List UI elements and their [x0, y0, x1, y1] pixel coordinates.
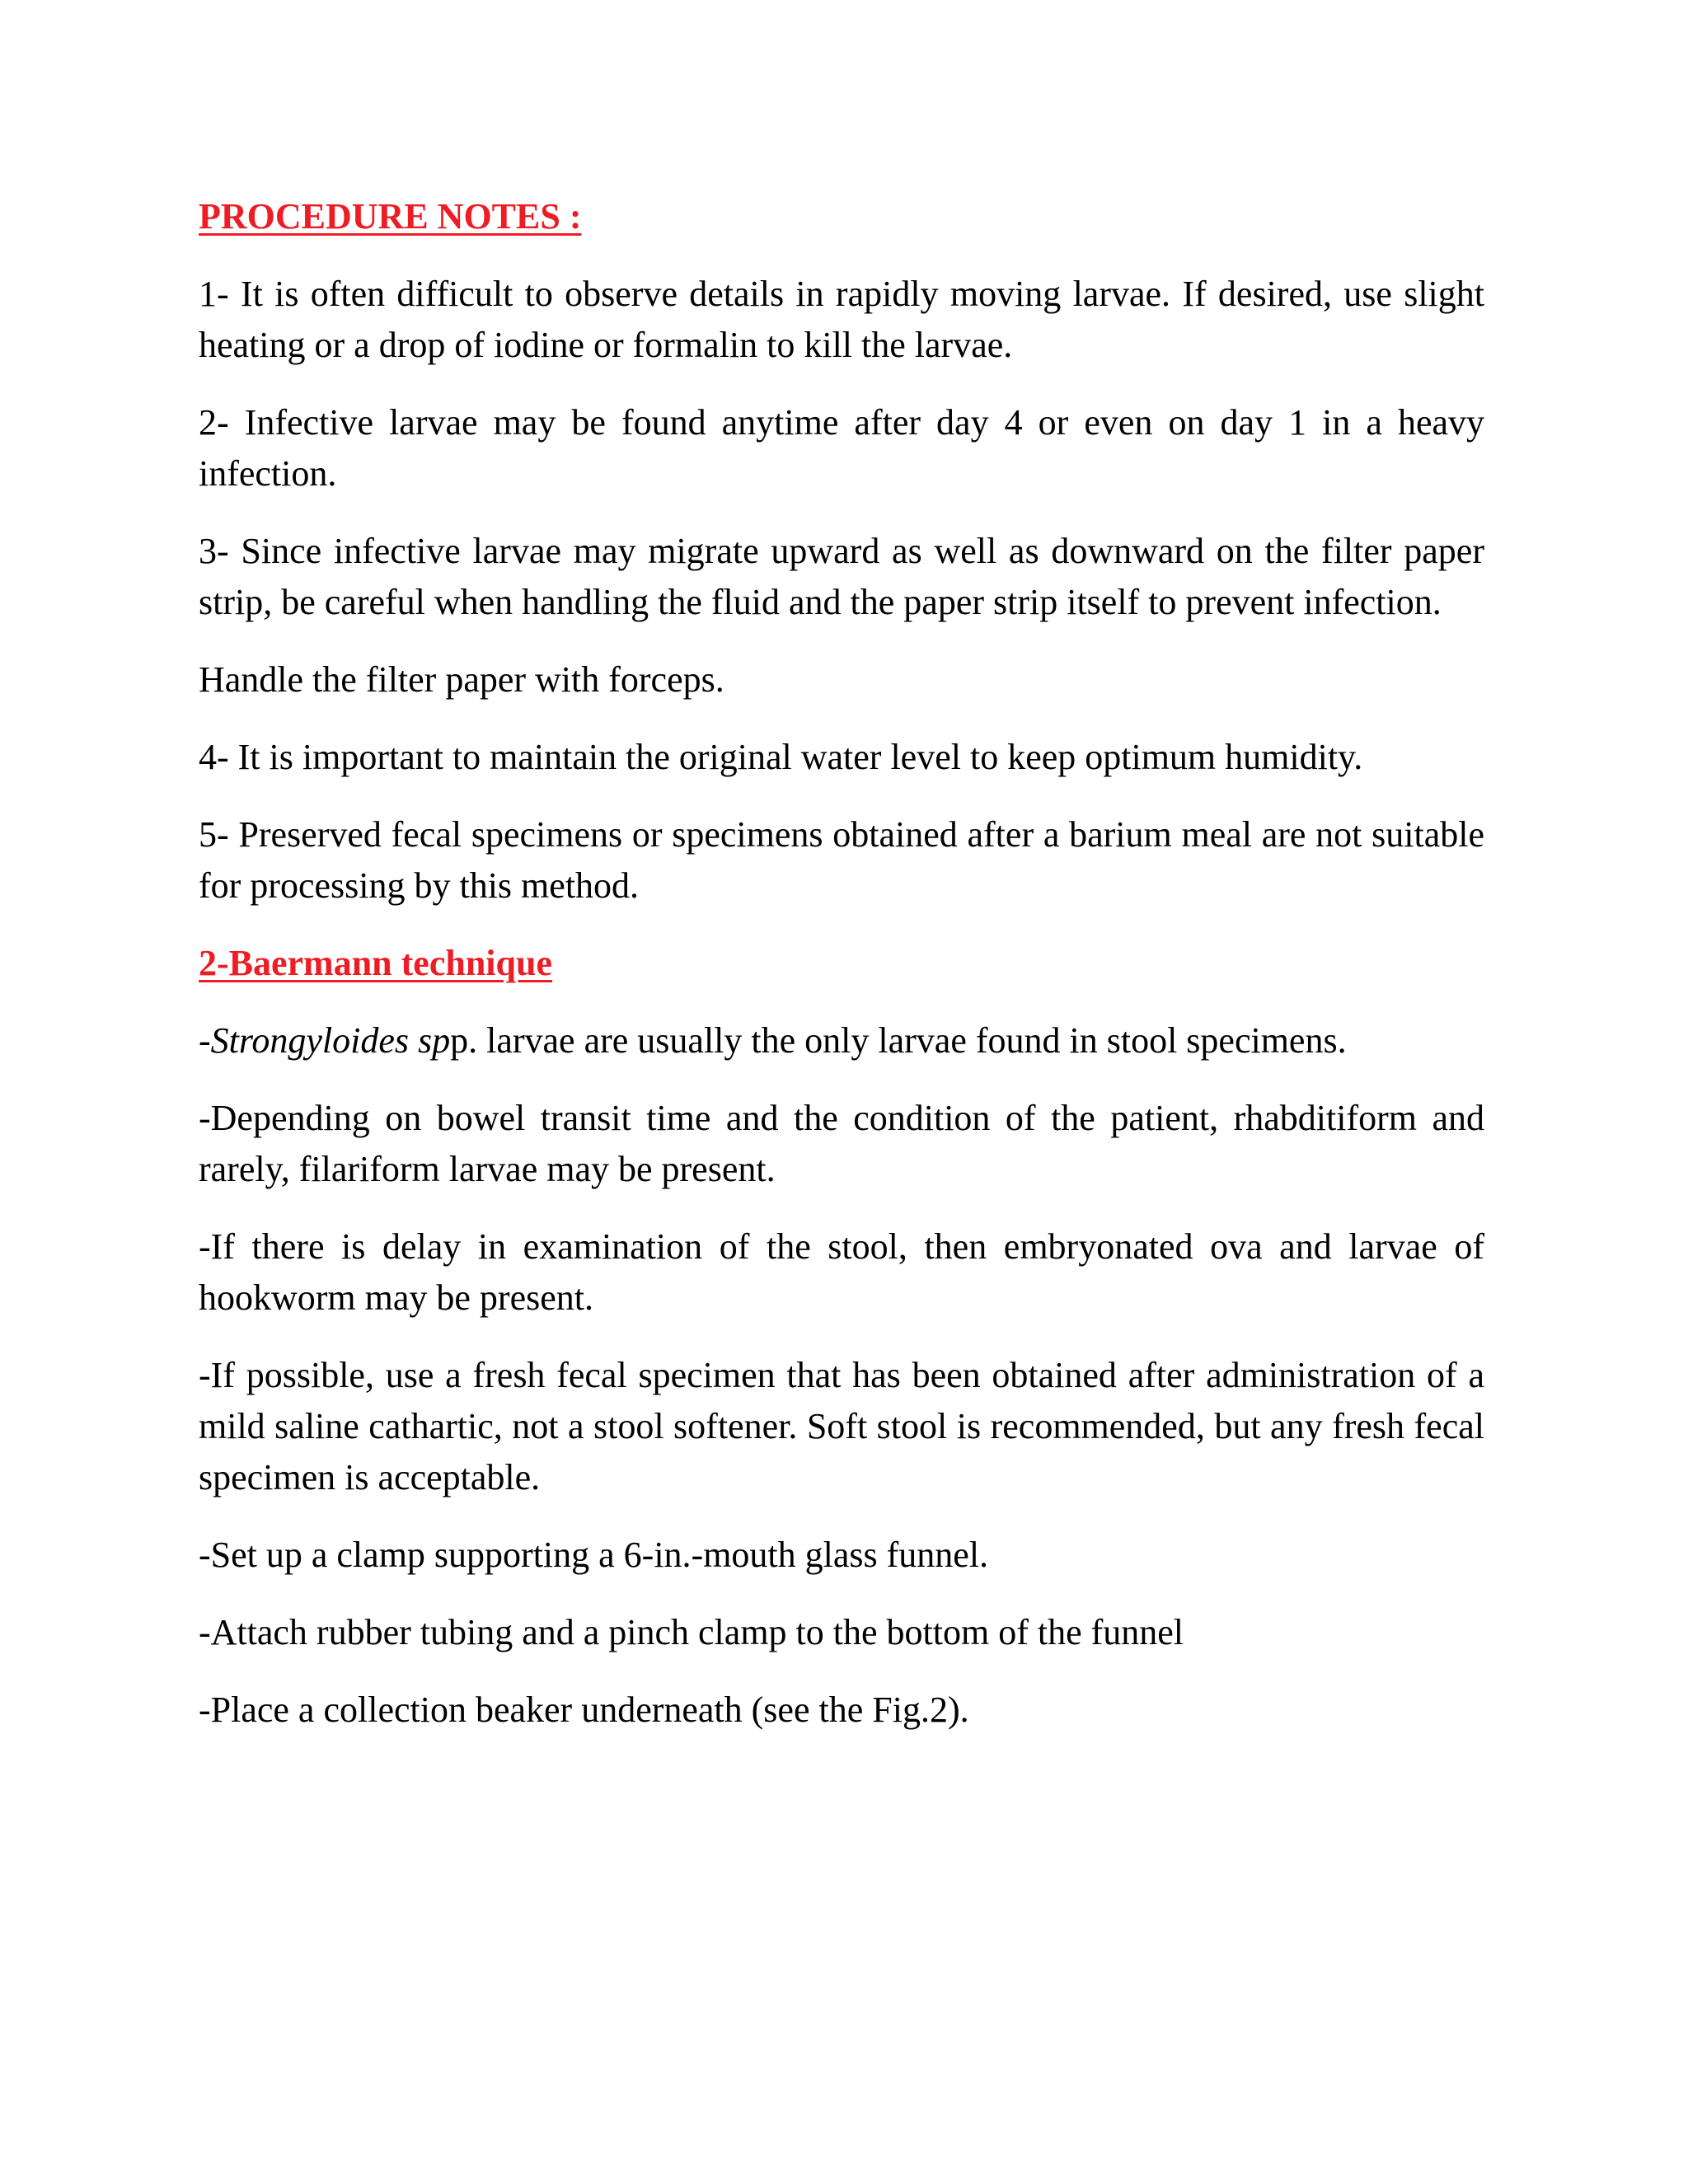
item-rest: p. larvae are usually the only larvae found in stool specimens. [450, 1020, 1347, 1061]
genus-name: Strongyloides sp [210, 1020, 451, 1061]
baermann-item-4: -Set up a clamp supporting a 6-in.-mouth glass funnel. [199, 1535, 989, 1575]
procedure-note-1: 1- It is often difficult to observe details in rapidly moving larvae. If desired, use slight heating or a drop of iodine or formalin to kill the larvae. [199, 274, 1484, 365]
baermann-item-1: -Depending on bowel transit time and the condition of the patient, rhabditiform and rarely, filariform larvae may be present. [199, 1098, 1484, 1189]
baermann-item-strongyloides [199, 1015, 1484, 1066]
baermann-item-3: -If possible, use a fresh fecal specimen that has been obtained after administration of a mild saline cathartic, not a stool softener. Soft stool is recommended, but any fresh fecal specimen is acceptable. [199, 1355, 1484, 1497]
procedure-notes-heading: PROCEDURE NOTES : [199, 196, 582, 237]
procedure-note-forceps: Handle the filter paper with forceps. [199, 659, 724, 700]
procedure-note-3: 3- Since infective larvae may migrate upward as well as downward on the filter paper strip, be careful when handling the fluid and the paper strip itself to prevent infection. [199, 531, 1484, 622]
procedure-note-2: 2- Infective larvae may be found anytime after day 4 or even on day 1 in a heavy infection. [199, 402, 1484, 494]
document-page [199, 191, 1484, 1762]
procedure-note-5: 5- Preserved fecal specimens or specimens obtained after a barium meal are not suitable for processing by this method. [199, 814, 1484, 906]
baermann-item-6: -Place a collection beaker underneath (see the Fig.2). [199, 1690, 969, 1730]
baermann-item-2: -If there is delay in examination of the stool, then embryonated ova and larvae of hookworm may be present. [199, 1226, 1484, 1318]
baermann-heading: 2-Baermann technique [199, 943, 552, 983]
procedure-note-4: 4- It is important to maintain the original water level to keep optimum humidity. [199, 737, 1363, 777]
baermann-item-5: -Attach rubber tubing and a pinch clamp to the bottom of the funnel [199, 1612, 1184, 1652]
item-prefix: - [199, 1020, 211, 1061]
